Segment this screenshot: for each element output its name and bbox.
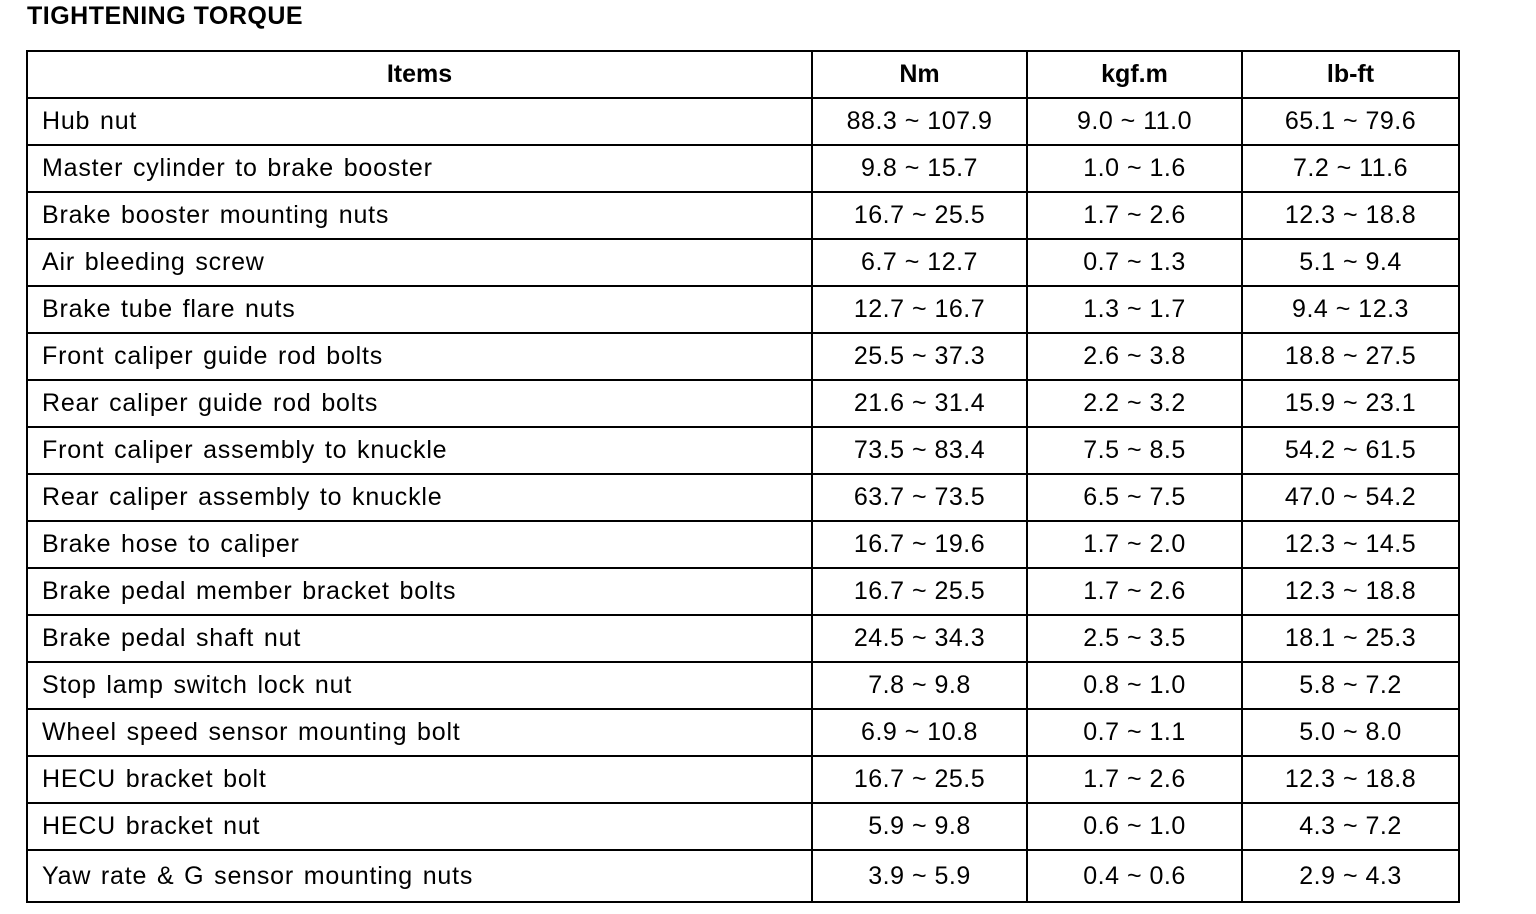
row-kgfm: 2.5 ~ 3.5 [1027, 615, 1242, 662]
row-item: Front caliper guide rod bolts [27, 333, 812, 380]
row-nm: 16.7 ~ 25.5 [812, 192, 1027, 239]
row-item: Brake pedal shaft nut [27, 615, 812, 662]
header-lbft: lb-ft [1242, 51, 1459, 98]
row-kgfm: 1.7 ~ 2.6 [1027, 192, 1242, 239]
row-nm: 7.8 ~ 9.8 [812, 662, 1027, 709]
row-lbft: 12.3 ~ 18.8 [1242, 192, 1459, 239]
table-header-row [27, 51, 1459, 98]
row-lbft: 5.8 ~ 7.2 [1242, 662, 1459, 709]
row-kgfm: 0.7 ~ 1.3 [1027, 239, 1242, 286]
row-lbft: 54.2 ~ 61.5 [1242, 427, 1459, 474]
row-lbft: 12.3 ~ 18.8 [1242, 756, 1459, 803]
table-body [27, 98, 1459, 902]
row-lbft: 47.0 ~ 54.2 [1242, 474, 1459, 521]
table-row [27, 615, 1459, 662]
row-kgfm: 6.5 ~ 7.5 [1027, 474, 1242, 521]
table-row [27, 474, 1459, 521]
row-kgfm: 0.6 ~ 1.0 [1027, 803, 1242, 850]
row-kgfm: 9.0 ~ 11.0 [1027, 98, 1242, 145]
header-items: Items [27, 51, 812, 98]
row-lbft: 65.1 ~ 79.6 [1242, 98, 1459, 145]
row-lbft: 5.1 ~ 9.4 [1242, 239, 1459, 286]
row-nm: 9.8 ~ 15.7 [812, 145, 1027, 192]
row-nm: 16.7 ~ 25.5 [812, 756, 1027, 803]
row-lbft: 4.3 ~ 7.2 [1242, 803, 1459, 850]
row-nm: 24.5 ~ 34.3 [812, 615, 1027, 662]
table-row [27, 427, 1459, 474]
row-nm: 6.7 ~ 12.7 [812, 239, 1027, 286]
row-nm: 6.9 ~ 10.8 [812, 709, 1027, 756]
row-kgfm: 1.0 ~ 1.6 [1027, 145, 1242, 192]
table-row [27, 98, 1459, 145]
table-row [27, 568, 1459, 615]
row-lbft: 2.9 ~ 4.3 [1242, 850, 1459, 902]
row-nm: 25.5 ~ 37.3 [812, 333, 1027, 380]
row-kgfm: 2.2 ~ 3.2 [1027, 380, 1242, 427]
row-item: Rear caliper assembly to knuckle [27, 474, 812, 521]
row-nm: 5.9 ~ 9.8 [812, 803, 1027, 850]
table-row [27, 145, 1459, 192]
row-kgfm: 1.7 ~ 2.0 [1027, 521, 1242, 568]
table-row [27, 662, 1459, 709]
row-nm: 3.9 ~ 5.9 [812, 850, 1027, 902]
row-item: HECU bracket bolt [27, 756, 812, 803]
table-row [27, 286, 1459, 333]
row-lbft: 12.3 ~ 14.5 [1242, 521, 1459, 568]
header-nm: Nm [812, 51, 1027, 98]
row-lbft: 12.3 ~ 18.8 [1242, 568, 1459, 615]
row-kgfm: 0.4 ~ 0.6 [1027, 850, 1242, 902]
row-kgfm: 0.7 ~ 1.1 [1027, 709, 1242, 756]
row-kgfm: 1.7 ~ 2.6 [1027, 568, 1242, 615]
row-kgfm: 1.7 ~ 2.6 [1027, 756, 1242, 803]
row-item: Air bleeding screw [27, 239, 812, 286]
row-item: Rear caliper guide rod bolts [27, 380, 812, 427]
header-kgfm: kgf.m [1027, 51, 1242, 98]
table-row [27, 333, 1459, 380]
row-item: Wheel speed sensor mounting bolt [27, 709, 812, 756]
row-item: Master cylinder to brake booster [27, 145, 812, 192]
table-row [27, 803, 1459, 850]
row-item: HECU bracket nut [27, 803, 812, 850]
row-item: Brake booster mounting nuts [27, 192, 812, 239]
row-nm: 21.6 ~ 31.4 [812, 380, 1027, 427]
table-row [27, 756, 1459, 803]
row-kgfm: 1.3 ~ 1.7 [1027, 286, 1242, 333]
row-item: Yaw rate & G sensor mounting nuts [27, 850, 812, 902]
row-item: Brake pedal member bracket bolts [27, 568, 812, 615]
row-kgfm: 7.5 ~ 8.5 [1027, 427, 1242, 474]
row-kgfm: 0.8 ~ 1.0 [1027, 662, 1242, 709]
table-row [27, 380, 1459, 427]
table-row [27, 709, 1459, 756]
row-nm: 73.5 ~ 83.4 [812, 427, 1027, 474]
torque-table [26, 50, 1460, 903]
row-kgfm: 2.6 ~ 3.8 [1027, 333, 1242, 380]
row-nm: 16.7 ~ 19.6 [812, 521, 1027, 568]
row-lbft: 18.8 ~ 27.5 [1242, 333, 1459, 380]
table-row [27, 192, 1459, 239]
row-item: Stop lamp switch lock nut [27, 662, 812, 709]
page-title: TIGHTENING TORQUE [27, 2, 304, 30]
table-row [27, 850, 1459, 902]
table-row [27, 239, 1459, 286]
row-nm: 63.7 ~ 73.5 [812, 474, 1027, 521]
row-lbft: 15.9 ~ 23.1 [1242, 380, 1459, 427]
row-lbft: 5.0 ~ 8.0 [1242, 709, 1459, 756]
row-item: Brake tube flare nuts [27, 286, 812, 333]
row-lbft: 18.1 ~ 25.3 [1242, 615, 1459, 662]
row-lbft: 7.2 ~ 11.6 [1242, 145, 1459, 192]
row-lbft: 9.4 ~ 12.3 [1242, 286, 1459, 333]
row-item: Hub nut [27, 98, 812, 145]
row-nm: 12.7 ~ 16.7 [812, 286, 1027, 333]
row-item: Brake hose to caliper [27, 521, 812, 568]
row-nm: 16.7 ~ 25.5 [812, 568, 1027, 615]
table-row [27, 521, 1459, 568]
row-nm: 88.3 ~ 107.9 [812, 98, 1027, 145]
row-item: Front caliper assembly to knuckle [27, 427, 812, 474]
